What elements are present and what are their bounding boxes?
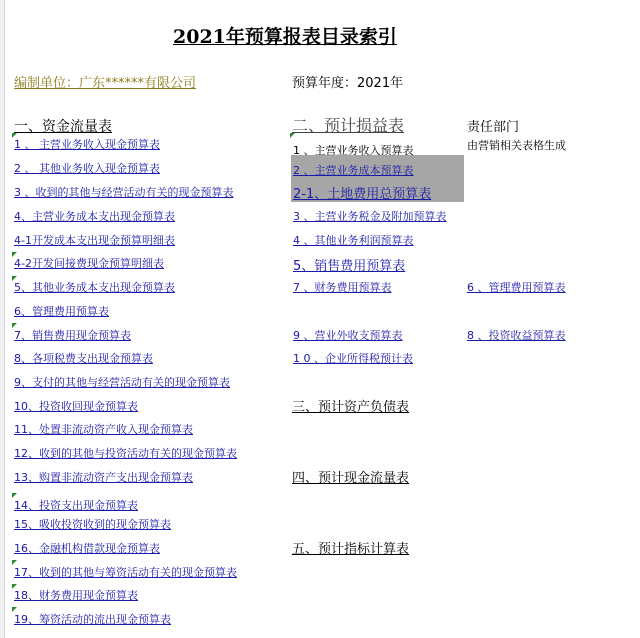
link-item-8[interactable]: 8、各项税费支出现金预算表 bbox=[14, 352, 153, 365]
section-cash-flow-forecast[interactable]: 四、预计现金流量表 bbox=[292, 471, 410, 486]
page-title: 2021年预算报表目录索引 bbox=[173, 26, 397, 48]
link-item-4[interactable]: 4、主营业务成本支出现金预算表 bbox=[14, 210, 175, 223]
income-item-6[interactable]: 6 、管理费用预算表 bbox=[467, 281, 566, 294]
comment-marker bbox=[290, 133, 295, 138]
section-cash-flow-heading: 一、资金流量表 bbox=[14, 119, 112, 135]
responsible-dept-note: 由营销相关表格生成 bbox=[467, 139, 566, 152]
link-item-12[interactable]: 12、收到的其他与投资活动有关的现金预算表 bbox=[14, 447, 237, 460]
link-item-4-2[interactable]: 4-2开发间接费现金预算明细表 bbox=[14, 257, 164, 270]
responsible-dept-heading: 责任部门 bbox=[467, 120, 520, 135]
section-income-heading: 二、预计损益表 bbox=[292, 116, 405, 135]
income-item-4[interactable]: 4 、其他业务利润预算表 bbox=[293, 234, 414, 247]
link-item-16[interactable]: 16、金融机构借款现金预算表 bbox=[14, 542, 160, 555]
income-item-2-1[interactable]: 2-1、土地费用总预算表 bbox=[293, 187, 432, 202]
link-item-4-1[interactable]: 4-1开发成本支出现金预算明细表 bbox=[14, 234, 175, 247]
income-item-2[interactable]: 2 、主营业务成本预算表 bbox=[293, 164, 414, 177]
income-item-5[interactable]: 5、销售费用预算表 bbox=[293, 259, 406, 274]
link-item-17[interactable]: 17、收到的其他与筹资活动有关的现金预算表 bbox=[14, 566, 237, 579]
link-item-5[interactable]: 5、其他业务成本支出现金预算表 bbox=[14, 281, 175, 294]
link-item-10[interactable]: 10、投资收回现金预算表 bbox=[14, 400, 138, 413]
link-item-1[interactable]: 1 、 主营业务收入现金预算表 bbox=[14, 138, 160, 151]
link-item-11[interactable]: 11、处置非流动资产收入现金预算表 bbox=[14, 423, 193, 436]
link-item-19[interactable]: 19、筹资活动的流出现金预算表 bbox=[14, 613, 171, 626]
income-item-8[interactable]: 8 、投资收益预算表 bbox=[467, 329, 566, 342]
link-item-3[interactable]: 3 、收到的其他与经营活动有关的现金预算表 bbox=[14, 186, 234, 199]
link-item-6[interactable]: 6、管理费用预算表 bbox=[14, 305, 109, 318]
income-item-1[interactable]: 1 、主营业务收入预算表 bbox=[293, 144, 414, 157]
link-item-15[interactable]: 15、吸收投资收到的现金预算表 bbox=[14, 518, 171, 531]
income-item-10[interactable]: 1 0 、企业所得税预计表 bbox=[293, 352, 413, 365]
section-indicators[interactable]: 五、预计指标计算表 bbox=[292, 542, 410, 557]
income-item-9[interactable]: 9 、营业外收支预算表 bbox=[293, 329, 403, 342]
link-item-7[interactable]: 7、销售费用现金预算表 bbox=[14, 329, 131, 342]
link-item-14[interactable]: 14、投资支出现金预算表 bbox=[14, 499, 138, 512]
income-item-7[interactable]: 7 、财务费用预算表 bbox=[293, 281, 392, 294]
link-item-9[interactable]: 9、支付的其他与经营活动有关的现金预算表 bbox=[14, 376, 230, 389]
section-balance-sheet[interactable]: 三、预计资产负债表 bbox=[292, 400, 410, 415]
link-item-18[interactable]: 18、财务费用现金预算表 bbox=[14, 589, 138, 602]
budget-year: 预算年度：2021年 bbox=[292, 76, 404, 91]
link-item-13[interactable]: 13、购置非流动资产支出现金预算表 bbox=[14, 471, 193, 484]
company-name: 编制单位：广东******有限公司 bbox=[14, 76, 197, 91]
link-item-2[interactable]: 2 、 其他业务收入现金预算表 bbox=[14, 162, 160, 175]
row-header-strip bbox=[0, 0, 5, 638]
income-item-3[interactable]: 3 、主营业务税金及附加预算表 bbox=[293, 210, 447, 223]
